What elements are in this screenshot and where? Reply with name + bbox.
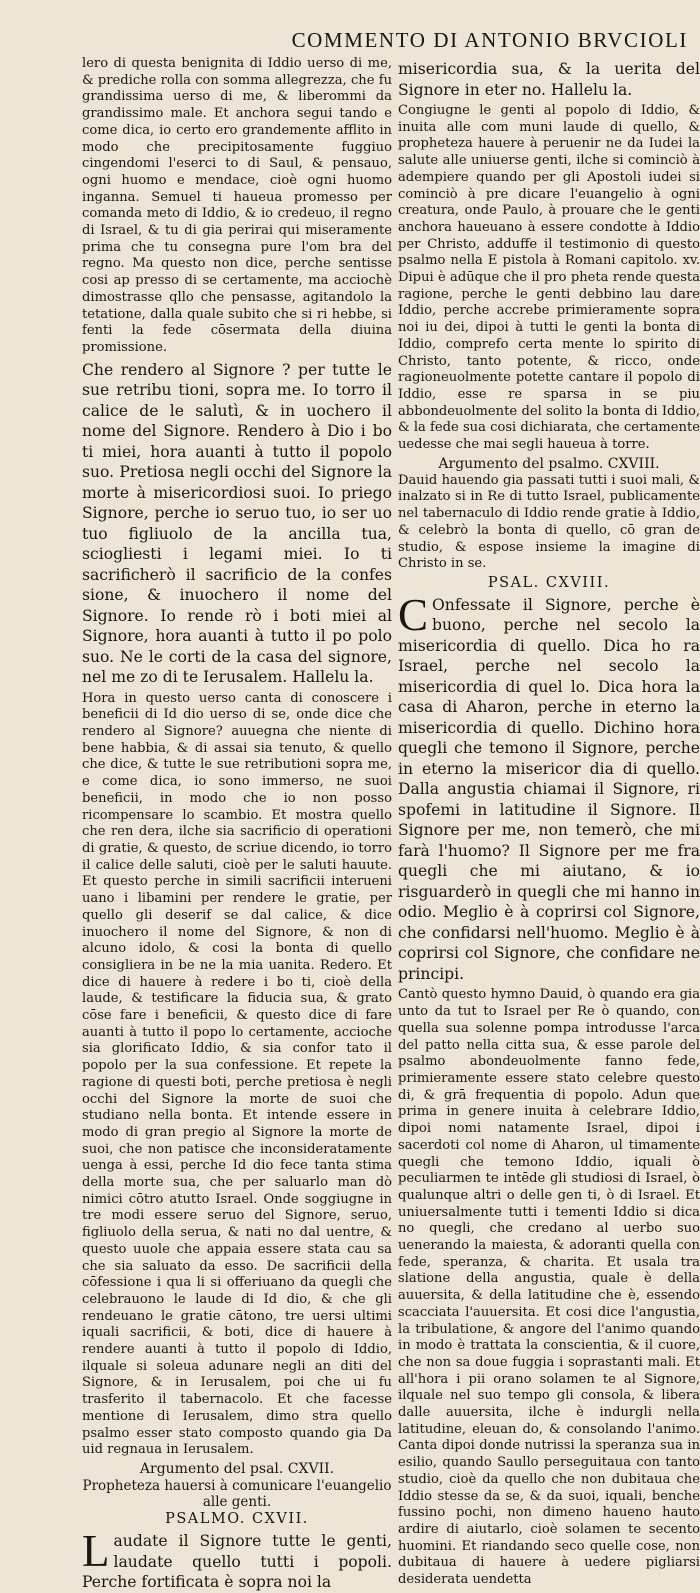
block-text: Propheteza hauersi à comunicare l'euangelio alle genti. [82, 1478, 392, 1510]
block-text: audate il Signore tutte le genti, laudate quello tutti i popoli. Perche fortificata è sopra noi la [82, 1532, 392, 1591]
drop-capital: C [398, 589, 429, 640]
right-column-comm-1 [398, 103, 700, 454]
block-text: Dauid hauendo gia passati tutti i suoi mali, & inalzato si in Re di tutto Israel, publicamente nel tabernaculo di Iddio rende gratie à Iddio, & celebrò la bonta di quello, cō gran de studio, & espose insieme la imagine di Christo in se. [398, 472, 700, 572]
running-head: COMMENTO DI ANTONIO BRVCIOLI [291, 28, 688, 52]
left-column-verse-6 [82, 1526, 392, 1593]
right-column-comm-6 [398, 987, 700, 1588]
block-text: Argumento del psalmo. CXVIII. [438, 455, 660, 472]
left-column-comm-0 [82, 56, 392, 357]
drop-capital: L [82, 1526, 110, 1576]
block-text: Che rendero al Signore ? per tutte le sue retribu tioni, sopra me. Io torro il calice de le salutì, & in uochero il nome del Signore. Rendero à Dio i bo ti miei, hora auanti à tutto il popolo suo. Pretiosa negli occhi del Signore la morte à misericordiosi suoi. Io priego Signore, perche io seruo tuo, io ser uo tuo figliuolo de la ancilla tua, sciogliesti i legami miei. Io ti sacrificherò il sacrificio de la confes sione, & inuochero il nome del Signore. Io rende rò i boti miei al Signore, hora auanti à tutto il po polo suo. Ne le corti de la casa del signore, nel me zo di te Ierusalem. Hallelu la. [82, 360, 392, 687]
block-text: Onfessate il Signore, perche è buono, perche nel secolo la misericordia di quello. Dica ho ra Israel, perche nel secolo la misericordia di quel lo. Dica hora la casa di Aharon, perche in eterno la misericordia di quello. Dichino hora quegli che temono il Signore, perche in eterno la misericor dia di quello. Dalla angustia chiamai il Signore, ri spofemi in latitudine il Signore. Il Signore per me, non temerò, che mi farà l'huomo? Il Signore per me fra quegli che mi aiutano, & io risguarderò in quegli che mi hanno in odio. Meglio è à coprirsi col Signore, che confidarsi nell'huomo. Meglio è à coprirsi col Signore, che confidare ne principi. [398, 595, 700, 983]
left-column-arg-4 [82, 1478, 392, 1510]
right-column [398, 56, 700, 1588]
right-column-comm-3 [398, 473, 700, 573]
left-column [82, 56, 392, 1591]
block-text: Hora in questo uerso canta di conoscere i beneficii di Id dio uerso di se, onde dice che rendero al Signore? auuegna che niente di bene habbia, & di assai sia tenuto, & quello che dice, & tutte le sue retributioni sopra me, e come dica, io sono immerso, ne suoi beneficii, in modo che io non posso ricompensare lo scambio. Et mostra quello che ren dera, ilche sia sacrificio di operationi di gratie, & questo, de scriue dicendo, io torro il calice delle saluti, cioè per le saluti hauute. Et questo perche in simili sacrificii interueni uano i libamini per rendere le gratie, per quello gli deserif se dal calice, & dice inuochero il nome del Signore, & non di alcuno idolo, & cosi la bonta di quello consigliera in be ne la mia uanita. Redero. Et dice di hauere à redere i bo ti, cioè della laude, & testificare la fiducia sua, & grato cōse fare i beneficii, & questo dice di fare auanti à tutto il popo lo certamente, accioche sia glorificato Iddio, & sia confor tato il popolo per la sua confessione. Et repete la ragione di questi boti, perche pretiosa è negli occhi del Signore la morte de suoi che studiano nella bonta. Et intende essere in modo di gran pregio al Signore la morte de suoi, che non patisce che inconsideratamente uenga à essi, perche Id dio fece tanta stima della morte sua, che per saluarlo man dò nimici cōtro atutto Israel. Onde soggiugne in tre modi essere seruo del Signore, seruo, figliuolo della serua, & nati no dal uentre, & questo uuole che appaia essere stata cau sa che sia saluato da esso. De sacrificii della cōfessione i qua li si offeriuano da quegli che celebrauono le laude di Id dio, & che gli rendeuano le gratie cātono, tre uersi ultimi iquali sacrificii, & boti, dice di hauere à rendere auanti à tutto il popolo di Iddio, ilquale si soleua adunare negli an diti del Signore, & in Ierusalem, poi che ui fu trasferito il tabernacolo. Et che facesse mentione di Ierusalem, dimo stra quello psalmo esser stato composto quando gia Da uid regnaua in Ierusalem. [82, 690, 392, 1458]
right-column-psalm-4 [398, 575, 700, 592]
block-text: Argumento del psal. CXVII. [139, 1461, 335, 1477]
block-text: Congiugne le genti al popolo di Iddio, & inuita alle com muni laude di quello, & propheteza hauere à peruenir ne da Iudei la salute alle uniuerse genti, ilche si cominciò à adempiere quando per gli Apostoli iudei si cominciò à pre dicare l'euangelio à ogni creatura, onde Paulo, à prouare che le genti anchora haueuano à essere condotte à Iddio per Christo, adduffe il testimonio di questo psalmo nella E pistola à Romani capitolo. xv. Dipui è adūque che il pro pheta rende questa ragione, perche le genti debbino lau dare Iddio, perche accrebe primieramente sopra noi iu dei, dipoi à tutti le genti la bonta di Iddio, comprefo certa mente lo spirito di Christo, tanto potente, & ricco, onde ragioneuolmente potette cantare il popolo di Iddio, esse re sparsa in se piu abbondeuolmente del solito la bonta di Iddio, & la fede sua cosi dichiarata, che certamente uedesse che mai segli haueua à torre. [398, 103, 700, 453]
left-column-comm-2 [82, 691, 392, 1459]
right-column-argtitle-2 [398, 456, 700, 472]
left-column-argtitle-3 [82, 1461, 392, 1477]
block-text: PSAL. CXVIII. [487, 574, 611, 591]
block-text: lero di questa benignita di Iddio uerso di me, & prediche rolla con somma allegrezza, che fu grandissima uerso di me, & liberommi da grandissimo male. Et anchora segui tando e come dica, io certo ero grandemente afflito in modo che precipitosamente fuggiuo cingendomi l'eserci to di Saul, & pensauo, ogni huomo e mendace, cioè ogni huomo inganna. Semuel ti haueua promesso per comanda meto di Iddio, & io credeuo, il regno di Israel, & tu di gia perirai qui miseramente prima che tu consegna pure l'om bra del regno. Ma questo non dice, perche sentisse cosi ap presso di se certamente, ma acciochè dimostrasse qllo che pensasse, agitandolo la tetatione, dalla quale subito che si ri hebbe, si fenti la fede cōsermata della diuina promissione. [82, 56, 392, 355]
right-column-verse-5 [398, 589, 700, 985]
block-text: PSALMO. CXVII. [165, 1511, 309, 1527]
right-column-verse-0 [398, 59, 700, 100]
left-column-psalm-5 [82, 1511, 392, 1528]
left-column-verse-1 [82, 360, 392, 688]
block-text: misericordia sua, & la uerita del Signore in eter no. Hallelu la. [398, 60, 700, 99]
block-text: Cantò questo hymno Dauid, ò quando era gia unto da tut to Israel per Re ò quando, con quella sua solenne pompa introdusse l'arca del patto nella citta sua, & esse parole del psalmo abondeuolmente fanno fede, primieramente essere stato celebre questo di, & grā frequentia di popolo. Adun que prima in genere inuita à celebrare Iddio, dipoi nomi natamente Israel, dipoi i sacerdoti col nome di Aharon, ul timamente quegli che temono Iddio, iquali ò peculiarmen te intēde gli studiosi di Israel, ò qualunque altri o delle gen ti, ò di Israel. Et uniuersalmente tutti i tementi Iddio si dica no quegli, che credano al uerbo suo uenerando la maiesta, & adoranti quella con fede, speranza, & charita. Et usala tra slatione della angustia, quale è della auuersita, & della latitudine che è, essendo scacciata l'auuersita. Et cosi dice l'angustia, la tribulatione, & angore del l'animo quando in modo è trattata la conscientia, & il cuore, che non sa doue fuggia i soprastanti mali. Et all'hora i pii orano solamen te al Signore, ilquale nel suo tempo gli consola, & libera dalle auuersita, ilche è indurgli nella latitudine, eleuan do, & consolando l'animo. Canta dipoi donde nutrissi la speranza sua in esilio, quando Saullo perseguitaua con tanto studio, cioè da quello che non dubitaua che Iddio stesse da se, & da suoi, iquali, benche fussino pochi, non dimeno haueno hauto ardire di aiutarlo, cioè solamen te secento huomini. Et riandando seco quelle cose, non dubitaua di hauere à uedere pigliarsi desiderata uendetta [398, 987, 700, 1588]
